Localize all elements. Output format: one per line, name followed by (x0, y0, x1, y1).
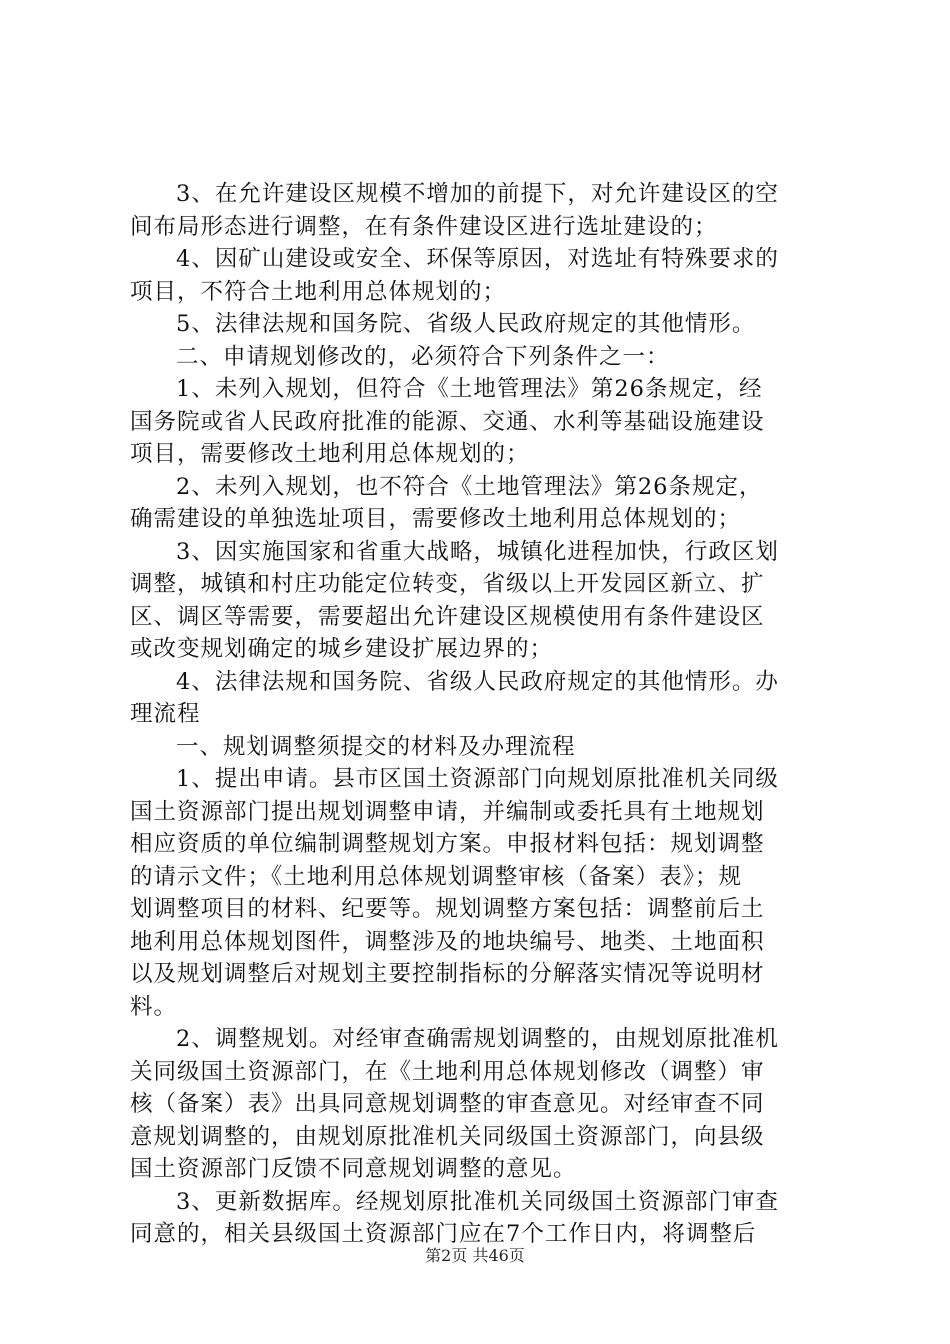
text-line: 以及规划调整后对规划主要控制指标的分解落实情况等说明材 (130, 961, 765, 987)
text-line: 或改变规划确定的城乡建设扩展边界的； (130, 636, 554, 662)
text-line: 调整，城镇和村庄功能定位转变，省级以上开发园区新立、扩 (130, 571, 765, 597)
text-line: 地利用总体规划图件，调整涉及的地块编号、地类、土地面积 (130, 928, 765, 955)
text-line: 3、更新数据库。经规划原批准机关同级国土资源部门审查 (176, 1188, 779, 1215)
text-line: 3、因实施国家和省重大战略，城镇化进程加快，行政区划 (176, 538, 779, 565)
text-line: 确需建设的单独选址项目，需要修改土地利用总体规划的； (130, 506, 742, 532)
text-line: 相应资质的单位编制调整规划方案。申报材料包括：规划调整 (130, 831, 765, 857)
text-line: 国务院或省人民政府批准的能源、交通、水利等基础设施建设 (130, 408, 765, 435)
text-line: 1、提出申请。县市区国土资源部门向规划原批准机关同级 (176, 766, 779, 792)
text-line: 区、调区等需要，需要超出允许建设区规模使用有条件建设区 (130, 603, 765, 630)
text-line: 核（备案）表》出具同意规划调整的审查意见。对经审查不同 (130, 1091, 765, 1117)
text-line: 同意的，相关县级国土资源部门应在7个工作日内，将调整后 (130, 1221, 757, 1247)
text-line: 料。 (130, 993, 178, 1020)
text-line: 2、未列入规划，也不符合《土地管理法》第26条规定， (176, 473, 763, 500)
text-line: 4、法律法规和国务院、省级人民政府规定的其他情形。办 (176, 668, 779, 695)
text-line: 3、在允许建设区规模不增加的前提下，对允许建设区的空 (176, 181, 779, 207)
text-line: 国土资源部门反馈不同意规划调整的意见。 (130, 1156, 577, 1182)
text-line: 间布局形态进行调整，在有条件建设区进行选址建设的； (130, 213, 718, 240)
text-line: 的请示文件；《土地利用总体规划调整审核（备案）表》；规 (130, 863, 743, 890)
text-line: 2、调整规划。对经审查确需规划调整的，由规划原批准机 (176, 1026, 779, 1052)
text-line: 4、因矿山建设或安全、环保等原因，对选址有特殊要求的 (176, 246, 779, 272)
document-body (130, 178, 830, 1251)
text-line: 二、申请规划修改的，必须符合下列条件之一： (176, 343, 670, 370)
text-line: 项目，不符合土地利用总体规划的； (130, 278, 507, 305)
text-line: 项目，需要修改土地利用总体规划的； (130, 441, 530, 467)
text-line: 意规划调整的，由规划原批准机关同级国土资源部门，向县级 (130, 1123, 765, 1150)
text-line: 国土资源部门提出规划调整申请，并编制或委托具有土地规划 (130, 798, 765, 825)
page-footer: 第2页 共46页 (425, 1246, 525, 1265)
text-line: 划调整项目的材料、纪要等。规划调整方案包括：调整前后土 (130, 896, 765, 922)
text-line: 1、未列入规划，但符合《土地管理法》第26条规定，经 (176, 376, 763, 402)
text-line: 理流程 (130, 701, 201, 727)
text-line: 5、法律法规和国务院、省级人民政府规定的其他情形。 (176, 311, 756, 337)
text-line: 关同级国土资源部门，在《土地利用总体规划修改（调整）审 (130, 1058, 765, 1085)
text-line: 一、规划调整须提交的材料及办理流程 (176, 733, 576, 760)
